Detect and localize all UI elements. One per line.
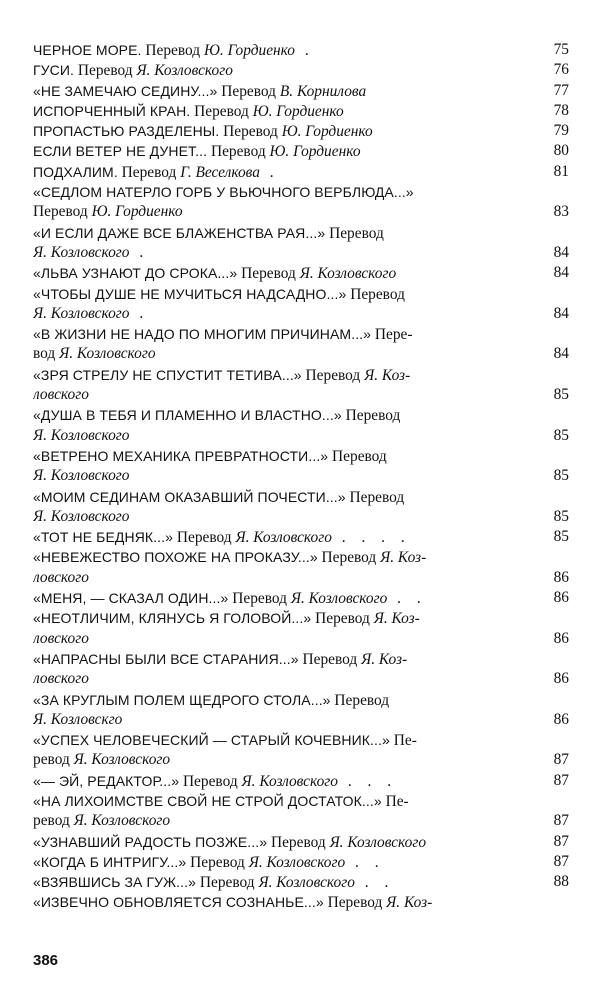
toc-page-number: 86 [553,670,569,688]
translation-word: ревод [33,812,74,830]
translation-word: Перевод [267,833,330,851]
toc-entry-text [33,852,535,872]
toc-line [33,710,535,730]
translation-word: Перевод [317,549,381,567]
toc-line [33,629,535,649]
toc-page-number: 86 [553,568,569,586]
toc-line [33,649,535,669]
translator-name: Я. Коз- [364,366,411,384]
translation-word: Перевод [311,610,374,628]
toc-entry-text [33,162,535,182]
toc-line [33,527,535,547]
toc-line [33,324,535,344]
translation-word: Перевод [301,366,365,384]
translation-word: Пе- [389,732,417,750]
translation-word: вод [33,345,60,363]
toc-line [33,223,535,243]
toc-page-number: 87 [553,852,569,870]
toc-page-number: 87 [553,751,569,769]
toc-entry [33,771,569,791]
translation-word: Перевод [328,447,387,465]
toc-line [33,405,535,425]
toc-entry [33,223,569,264]
entry-title: «ВЕТРЕНО МЕХАНИКА ПРЕВРАТНОСТИ...» [33,447,329,464]
toc-entry [33,649,569,690]
translator-name: Ю. Гордиенко [269,143,361,161]
entry-title: «НАПРАСНЫ БЫЛИ ВСЕ СТАРАНИЯ...» [33,650,299,667]
toc-entry-text [33,81,535,101]
toc-entry-text [33,608,535,649]
entry-title: ЕСЛИ ВЕТЕР НЕ ДУНЕТ... [33,143,208,160]
translation-word: Пере- [371,326,413,344]
entry-title: ПОДХАЛИМ. [33,163,118,180]
toc-line [33,608,535,628]
toc-line [33,872,535,892]
toc-page-number: 87 [553,832,569,850]
toc-entry [33,60,569,80]
translator-name: Ю. Гордиенко [281,123,373,141]
toc-entry-text [33,182,535,223]
toc-line [33,811,535,831]
translator-name: Ю. Гордиенко [203,42,295,59]
entry-title: «ЛЬВА УЗНАЮТ ДО СРОКА...» [33,265,238,282]
toc-page-number: 84 [553,345,569,363]
toc-line [33,426,535,446]
toc-line [33,791,535,811]
translator-name: Я. Козловского [241,772,338,790]
toc-line [33,344,535,364]
toc-entry-text [33,487,535,528]
toc-page-number: 79 [553,122,569,140]
toc-line [33,182,535,202]
translator-name: Я. Козловского [136,62,233,80]
entry-title: «ВЗЯВШИСЬ ЗА ГУЖ...» [33,874,197,891]
toc-page-number: 83 [553,203,569,221]
toc-entry [33,608,569,649]
toc-entry [33,121,569,141]
toc-line [33,669,535,689]
toc-entry-text [33,527,535,547]
toc-line [33,284,535,304]
toc-entry [33,527,569,547]
translator-name: Я. Козловского [329,833,427,851]
toc-line [33,121,535,141]
toc-entry [33,547,569,588]
translation-word: Перевод [219,123,282,141]
translation-word: Перевод [190,102,253,120]
entry-title: «НА ЛИХОИМСТВЕ СВОЙ НЕ СТРОЙ ДОСТАТОК...» [33,792,382,809]
translator-name: Я. Коз- [361,650,408,668]
translator-name: Я. Козловского [59,345,156,363]
translator-name: Я. Коз- [373,610,420,628]
toc-page-number: 85 [553,426,569,444]
toc-page-number: 85 [553,467,569,485]
toc-line [33,365,535,385]
translator-name: В. Корнилова [279,82,367,100]
toc-entry-text [33,263,535,283]
toc-page-number: 85 [553,386,569,404]
entry-title: «В ЖИЗНИ НЕ НАДО ПО МНОГИМ ПРИЧИНАМ...» [33,326,372,343]
toc-entry-text [33,405,535,446]
toc-page-number: 75 [553,41,569,58]
toc-line [33,60,535,80]
toc-entry-text [33,588,535,608]
translator-name: Я. Козловского [73,812,171,830]
entry-title: «КОГДА Б ИНТРИГУ...» [33,853,187,870]
toc-entry [33,405,569,446]
toc-line [33,852,535,872]
translation-word: Перевод [237,265,300,283]
toc-line [33,385,535,405]
toc-entry [33,182,569,223]
toc-line [33,771,535,791]
translator-name: Я. Козловского [33,507,130,525]
toc-line [33,466,535,486]
translator-name: Г. Веселкова [180,163,260,181]
toc-entry-text [33,791,535,832]
entry-title: «ДУША В ТЕБЯ И ПЛАМЕННО И ВЛАСТНО...» [33,407,342,424]
toc-entry [33,832,569,852]
toc-line [33,690,535,710]
leader-dots: . . [354,874,395,892]
translator-name: Я. Козловского [33,243,130,261]
toc-entry [33,101,569,121]
translator-name: Я. Козловского [299,265,397,283]
toc-page-number: 84 [553,264,569,282]
toc-entry [33,365,569,406]
translation-word: Перевод [186,853,249,871]
toc-entry-text [33,446,535,487]
toc-entry-text [33,547,535,588]
toc-entry [33,487,569,528]
toc-line [33,101,535,121]
toc-page-number: 85 [553,528,569,546]
translator-name: Я. Козловского [248,853,346,871]
toc-entry [33,263,569,283]
translator-name: Я. Козловскго [33,710,123,728]
translation-word: Перевод [217,82,280,100]
toc-line [33,487,535,507]
toc-page-number: 77 [553,81,569,99]
toc-entry [33,162,569,182]
leader-dots: . [294,42,315,59]
toc-entry-text [33,324,535,365]
entry-title: «ТОТ НЕ БЕДНЯК...» [33,529,174,546]
translation-word: ревод [33,751,74,769]
toc-entry-text [33,365,535,406]
toc-entry-text [33,101,535,121]
toc-entry-text [33,40,535,60]
translation-word: Перевод [196,874,259,892]
toc-entry-text [33,872,535,892]
entry-title: ГУСИ. [33,62,75,79]
table-of-contents [33,40,569,913]
toc-page-number: 84 [553,304,569,322]
toc-line [33,304,535,324]
entry-title: «МЕНЯ, — СКАЗАЛ ОДИН...» [33,590,229,607]
toc-line [33,446,535,466]
toc-page-number: 86 [553,710,569,728]
toc-entry [33,791,569,832]
toc-entry-text [33,730,535,771]
toc-page-number: 85 [553,507,569,525]
entry-title: «УСПЕХ ЧЕЛОВЕЧЕСКИЙ — СТАРЫЙ КОЧЕВНИК...» [33,732,390,749]
entry-title: ЧЕРНОЕ МОРЕ. [33,42,142,58]
toc-line [33,162,535,182]
toc-line [33,750,535,770]
toc-page-number: 84 [553,243,569,261]
toc-entry-text [33,121,535,141]
translator-name: Я. Козловского [73,751,171,769]
toc-entry [33,892,569,912]
toc-page-number: 87 [553,812,569,830]
toc-entry [33,284,569,325]
translator-name: Я. Козловского [290,590,388,608]
translator-name: ловского [33,386,89,404]
translation-word: Перевод [179,772,242,790]
toc-line [33,202,535,222]
toc-line [33,588,535,608]
leader-dots: . [129,243,150,261]
toc-entry [33,40,569,60]
translator-name: Ю. Гордиенко [91,203,183,221]
toc-line [33,892,535,912]
toc-line [33,40,535,60]
entry-title: «И ЕСЛИ ДАЖЕ ВСЕ БЛАЖЕНСТВА РАЯ...» [33,224,326,241]
toc-page-number: 87 [553,771,569,789]
translation-word: Перевод [298,650,362,668]
page-number: 386 [33,952,59,969]
entry-title: «СЕДЛОМ НАТЕРЛО ГОРБ У ВЬЮЧНОГО ВЕРБЛЮДА...» [33,184,414,201]
translation-word: Перевод [117,163,181,181]
leader-dots: . . [387,590,427,608]
toc-line [33,730,535,750]
toc-entry-text [33,832,535,852]
toc-line [33,832,535,852]
toc-page-number [535,892,569,912]
translator-name: Я. Козловского [33,304,130,322]
translation-word: Пе- [381,792,409,810]
toc-entry-text [33,771,535,791]
translator-name: Я. Козловского [258,874,355,892]
toc-entry [33,730,569,771]
translator-name: ловского [33,629,89,647]
translator-name: ловского [33,568,89,586]
toc-line [33,568,535,588]
entry-title: «ЗРЯ СТРЕЛУ НЕ СПУСТИТ ТЕТИВА...» [33,366,302,383]
toc-entry [33,588,569,608]
entry-title: «НЕВЕЖЕСТВО ПОХОЖЕ НА ПРОКАЗУ...» [33,549,318,566]
translation-word: Перевод [228,590,291,608]
entry-title: «НЕ ЗАМЕЧАЮ СЕДИНУ...» [33,82,218,99]
toc-entry-text [33,284,535,325]
entry-title: «ЧТОБЫ ДУШЕ НЕ МУЧИТЬСЯ НАДСАДНО...» [33,285,347,302]
entry-title: ИСПОРЧЕННЫЙ КРАН. [33,102,191,119]
translation-word: Перевод [323,894,387,912]
toc-line [33,243,535,263]
entry-title: «МОИМ СЕДИНАМ ОКАЗАВШИЙ ПОЧЕСТИ...» [33,488,346,505]
leader-dots: . [129,304,150,322]
toc-page-number: 80 [553,142,569,160]
toc-page-number: 81 [553,162,569,180]
translation-word: Перевод [325,224,384,242]
entry-title: ПРОПАСТЬЮ РАЗДЕЛЕНЫ. [33,123,220,140]
toc-entry-text [33,60,535,80]
toc-line [33,141,535,161]
translation-word: Перевод [330,691,390,709]
entry-title: «— ЭЙ, РЕДАКТОР...» [33,772,180,789]
toc-entry [33,446,569,487]
translation-word: Перевод [33,203,92,221]
toc-page-number: 86 [553,629,569,647]
translator-name: Я. Козловского [235,529,332,547]
translator-name: ловского [33,670,89,688]
toc-entry-text [33,649,535,690]
entry-title: «ИЗВЕЧНО ОБНОВЛЯЕТСЯ СОЗНАНЬЕ...» [33,894,324,911]
toc-entry [33,324,569,365]
toc-entry-text [33,892,535,912]
toc-page-number: 78 [553,101,569,119]
toc-line [33,507,535,527]
translator-name: Я. Коз- [380,549,427,567]
entry-title: «УЗНАВШИЙ РАДОСТЬ ПОЗЖЕ...» [33,833,268,850]
leader-dots: . . . . [331,529,411,547]
toc-line [33,81,535,101]
toc-page-number: 86 [553,589,569,607]
translator-name: Я. Козловского [33,426,130,444]
toc-entry-text [33,141,535,161]
toc-entry [33,690,569,731]
translator-name: Я. Козловского [33,467,130,485]
translation-word: Перевод [345,488,405,506]
toc-entry [33,872,569,892]
translation-word: Перевод [141,42,204,59]
translator-name: Ю. Гордиенко [252,102,344,120]
translator-name: Я. Коз- [386,894,433,912]
translation-word: Перевод [207,143,270,161]
leader-dots: . [259,163,280,181]
toc-line [33,263,535,283]
toc-entry [33,141,569,161]
leader-dots: . . . [337,772,398,790]
entry-title: «НЕОТЛИЧИМ, КЛЯНУСЬ Я ГОЛОВОЙ...» [33,610,312,627]
toc-page-number: 76 [553,61,569,79]
leader-dots: . . [345,853,385,871]
toc-line [33,547,535,567]
translation-word: Перевод [346,285,405,303]
entry-title: «ЗА КРУГЛЫМ ПОЛЕМ ЩЕДРОГО СТОЛА...» [33,691,331,708]
toc-entry-text [33,690,535,731]
toc-entry [33,852,569,872]
toc-page-number: 88 [553,873,569,891]
translation-word: Перевод [341,407,401,425]
toc-entry [33,81,569,101]
toc-entry-text [33,223,535,264]
translation-word: Перевод [173,529,236,547]
translation-word: Перевод [74,62,137,80]
